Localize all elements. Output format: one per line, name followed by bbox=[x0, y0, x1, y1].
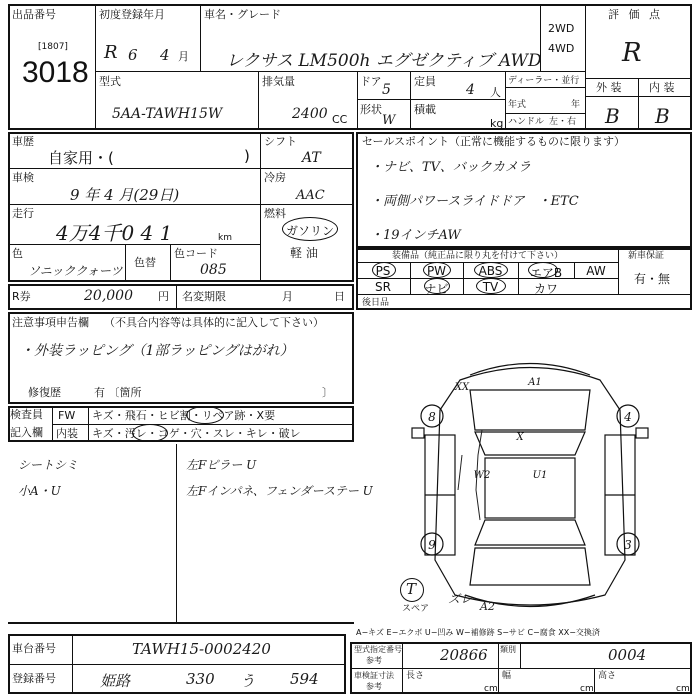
displacement-label: 排気量 bbox=[262, 75, 295, 88]
doors-value: 5 bbox=[382, 82, 391, 98]
history-close: ) bbox=[244, 147, 250, 165]
repair-close: 〕 bbox=[322, 386, 333, 399]
spare-tire-label: T bbox=[406, 580, 417, 598]
width-unit: cm bbox=[580, 684, 594, 694]
tire-rl-depth: 9 bbox=[428, 538, 436, 552]
mileage-value: 4万4千0 4 1 bbox=[56, 221, 173, 245]
car-name-value: レクサス LM500h エグゼクティブ AWD bbox=[226, 51, 542, 71]
remark-right-1: 左Fピラー U bbox=[186, 458, 257, 472]
lot-label: 出品番号 bbox=[12, 8, 56, 21]
equip-leather: カワ bbox=[533, 282, 558, 296]
model-label: 型式 bbox=[99, 75, 121, 88]
inspector-label: 検査員 bbox=[10, 408, 43, 421]
capacity-unit: 人 bbox=[490, 86, 501, 99]
shift-value: AT bbox=[302, 150, 321, 166]
equipment-label: 装備品（純正品に限り丸を付けて下さい） bbox=[392, 251, 564, 261]
roof-panel bbox=[485, 458, 575, 518]
mark-a1: A1 bbox=[528, 377, 542, 388]
interior-items: キズ・汚レ・コゲ・穴・スレ・キレ・破レ bbox=[92, 427, 301, 440]
exterior-label: 外 装 bbox=[596, 81, 622, 94]
sales-label: セールスポイント（正常に機能するものに限ります） bbox=[362, 135, 626, 148]
shift-label: シフト bbox=[264, 135, 297, 148]
name-change-month: 月 bbox=[282, 290, 293, 303]
remark-right-2: 左Fインパネ、フェンダーステー U bbox=[186, 484, 373, 498]
equip-sr: SR bbox=[375, 280, 391, 294]
shape-label: 形状 bbox=[360, 103, 382, 116]
model-value: 5AA-TAWH15W bbox=[112, 106, 223, 122]
shape-value: W bbox=[382, 113, 396, 128]
first-reg-label: 初度登録年月 bbox=[99, 8, 165, 21]
mark-w2: W2 bbox=[473, 470, 491, 481]
width-label: 幅 bbox=[502, 671, 512, 681]
grade-label: 評 価 点 bbox=[608, 8, 663, 21]
interior-value: B bbox=[655, 104, 670, 128]
height-unit: cm bbox=[676, 684, 690, 694]
left-mirror bbox=[412, 428, 424, 438]
doors-label: ドア bbox=[360, 75, 382, 88]
sales-line-3: ・19インチAW bbox=[370, 228, 461, 243]
aircon-value: AAC bbox=[296, 188, 325, 203]
mileage-label: 走行 bbox=[12, 207, 34, 220]
color-value: ソニッククォーツ bbox=[28, 264, 123, 278]
model-spec-label: 型式指定番号 bbox=[354, 645, 402, 654]
first-reg-year: 6 bbox=[128, 46, 138, 64]
notes-sub-label: （不具合内容等は具体的に記入して下さい） bbox=[104, 316, 324, 329]
length-unit: cm bbox=[484, 684, 498, 694]
inspection-value: 9 年 4 月(29日) bbox=[70, 186, 180, 204]
equip-tv: TV bbox=[482, 280, 499, 294]
mark-xx: XX bbox=[454, 382, 470, 393]
remark-left-1: シートシミ bbox=[18, 458, 79, 472]
fw-label: FW bbox=[58, 409, 76, 422]
equip-pw: PW bbox=[426, 264, 447, 278]
exterior-value: B bbox=[605, 104, 620, 128]
reg-label: 登録番号 bbox=[12, 672, 56, 685]
dealer-label: ディーラー・並行 bbox=[508, 76, 580, 86]
windshield bbox=[475, 432, 585, 455]
drive-2wd: 2WD bbox=[548, 22, 575, 35]
height-label: 高さ bbox=[598, 671, 617, 681]
equip-aw: AW bbox=[586, 264, 606, 278]
history-label: 車歴 bbox=[12, 135, 34, 148]
right-mirror bbox=[636, 428, 648, 438]
reg-area: 姫路 bbox=[100, 672, 131, 690]
load-unit: kg bbox=[490, 117, 504, 130]
color-code-value: 085 bbox=[200, 262, 227, 278]
mileage-unit: km bbox=[218, 233, 232, 243]
name-change-day: 日 bbox=[334, 290, 345, 303]
car-diagram bbox=[400, 350, 660, 620]
mark-a2: A2 bbox=[480, 600, 495, 613]
equip-abs: ABS bbox=[478, 264, 503, 278]
reg-class: 330 bbox=[186, 670, 215, 688]
repair-label: 修復歴 bbox=[28, 386, 61, 399]
interior-label: 内 装 bbox=[649, 81, 675, 94]
reg-number: 594 bbox=[290, 670, 319, 688]
spare-sub-label: スペア bbox=[402, 604, 430, 614]
capacity-label: 定員 bbox=[414, 75, 436, 88]
first-reg-month-unit: 月 bbox=[178, 50, 189, 63]
diagram-legend: A−キズ E−エクボ U−凹み W−補修跡 S−サビ C−腐食 XX−交換済 bbox=[356, 628, 600, 637]
hood-panel bbox=[470, 390, 590, 430]
rear-glass bbox=[475, 520, 585, 545]
equip-airbag: エアB bbox=[529, 266, 563, 280]
recycle-frame bbox=[8, 284, 354, 310]
tire-fr-depth: 4 bbox=[624, 410, 632, 424]
tire-rr-depth: 3 bbox=[624, 538, 632, 552]
model-spec-ref: 参考 bbox=[366, 656, 382, 665]
recycle-label: R券 bbox=[12, 290, 31, 303]
notes-line-1: ・外装ラッピング（1部ラッピングはがれ） bbox=[20, 343, 294, 359]
name-change-label: 名変期限 bbox=[182, 290, 226, 303]
capacity-value: 4 bbox=[466, 82, 475, 98]
lot-sub: [1807] bbox=[38, 42, 68, 52]
displacement-unit: CC bbox=[332, 113, 348, 126]
color-label: 色 bbox=[12, 247, 23, 260]
fuel-label: 燃料 bbox=[264, 207, 286, 220]
aircon-label: 冷房 bbox=[264, 171, 286, 184]
entry-label: 記入欄 bbox=[10, 426, 43, 439]
interior-insp-label: 内装 bbox=[56, 427, 78, 440]
rear-gate bbox=[470, 548, 590, 585]
first-reg-era: R bbox=[104, 42, 118, 63]
reg-kana: う bbox=[240, 672, 256, 690]
color-code-label: 色コード bbox=[174, 247, 218, 260]
model-spec-value: 20866 bbox=[440, 646, 488, 664]
handle-label: ハンドル bbox=[508, 117, 545, 127]
rear-date-label: 後日品 bbox=[362, 298, 390, 308]
grade-value: R bbox=[622, 38, 642, 68]
warranty-label: 新車保証 bbox=[628, 251, 665, 261]
equip-airbag-circle bbox=[528, 262, 558, 278]
chassis-value: TAWH15-0002420 bbox=[132, 640, 271, 658]
length-label: 長さ bbox=[406, 671, 425, 681]
history-value: 自家用・( bbox=[48, 149, 114, 167]
equip-navi: ナビ bbox=[424, 282, 449, 296]
fuel-gasoline-circle bbox=[282, 217, 338, 241]
body-outline bbox=[435, 368, 625, 606]
lot-number: 3018 bbox=[22, 56, 89, 89]
fw-crack-circle bbox=[186, 406, 224, 424]
recycle-unit: 円 bbox=[158, 290, 169, 303]
mark-u1: U1 bbox=[532, 470, 548, 481]
fuel-diesel: 軽 油 bbox=[290, 246, 318, 260]
car-name-label: 車名・グレード bbox=[204, 8, 281, 21]
inspection-label: 車検 bbox=[12, 171, 34, 184]
fw-items: キズ・飛石・ヒビ割・リペア跡・X要 bbox=[92, 409, 276, 422]
color-replace-label: 色替 bbox=[134, 256, 156, 269]
recycle-value: 20,000 bbox=[84, 288, 133, 304]
year-type-unit: 年 bbox=[571, 100, 581, 110]
equip-tv-circle bbox=[476, 278, 506, 294]
fuel-gasoline: ガソリン bbox=[286, 224, 335, 238]
handle-value: 左・右 bbox=[549, 117, 577, 127]
chassis-label: 車台番号 bbox=[12, 642, 56, 655]
drive-4wd: 4WD bbox=[548, 42, 575, 55]
interior-stain-circle bbox=[132, 424, 168, 442]
displacement-value: 2400 bbox=[292, 106, 328, 122]
repair-value: 有 〔箇所 bbox=[94, 386, 142, 399]
dimension-label: 車検証寸法 bbox=[354, 671, 394, 680]
load-label: 積載 bbox=[414, 103, 436, 116]
mark-zure: ズレ bbox=[448, 592, 473, 606]
tire-fl-depth: 8 bbox=[428, 410, 436, 424]
notes-label: 注意事項申告欄 bbox=[12, 316, 89, 329]
year-type-label: 年式 bbox=[508, 100, 527, 110]
first-reg-month: 4 bbox=[160, 46, 170, 64]
dimension-ref: 参考 bbox=[366, 682, 382, 691]
equip-abs-circle bbox=[474, 262, 508, 278]
equip-navi-circle bbox=[424, 278, 450, 294]
sales-line-2: ・両側パワースライドドア ・ETC bbox=[370, 194, 579, 209]
sales-line-1: ・ナビ、TV、バックカメラ bbox=[370, 160, 531, 175]
mark-x: X bbox=[516, 432, 524, 443]
warranty-value: 有・無 bbox=[634, 272, 671, 286]
equip-ps-circle bbox=[372, 262, 396, 278]
equip-ps: PS bbox=[375, 264, 391, 278]
remark-left-2: 小A・U bbox=[18, 484, 61, 498]
equip-pw-circle bbox=[423, 262, 451, 278]
category-label: 類別 bbox=[500, 645, 516, 654]
category-value: 0004 bbox=[608, 646, 647, 664]
